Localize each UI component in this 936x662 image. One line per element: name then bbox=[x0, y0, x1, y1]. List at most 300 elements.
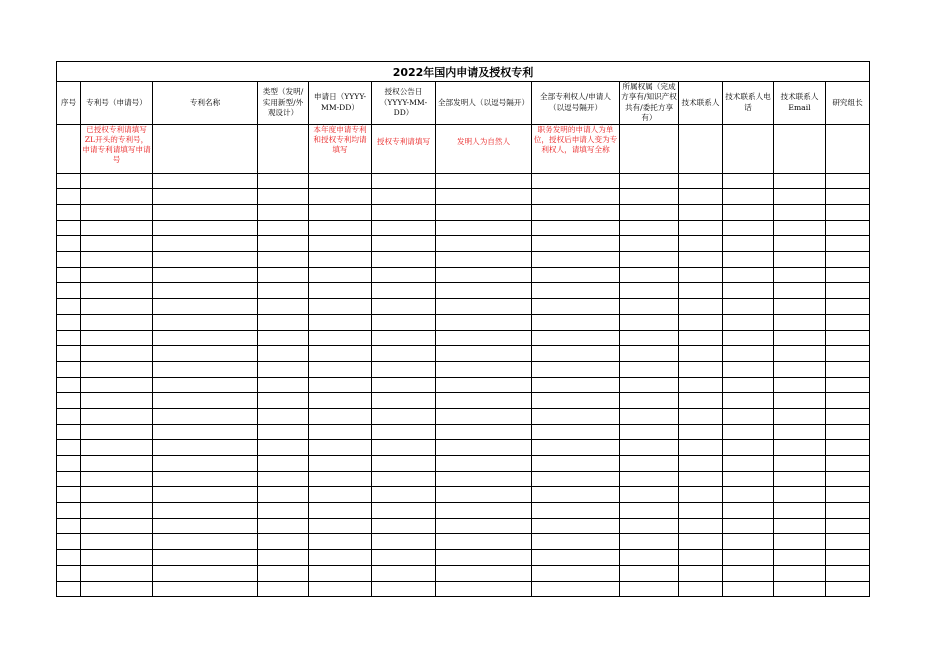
cell-holders[interactable] bbox=[532, 424, 620, 440]
cell-grant-date[interactable] bbox=[372, 550, 436, 566]
cell-seq[interactable] bbox=[57, 173, 81, 189]
cell-patent-no[interactable] bbox=[81, 503, 153, 519]
cell-ownership[interactable] bbox=[620, 456, 679, 472]
cell-holders[interactable] bbox=[532, 283, 620, 299]
cell-type[interactable] bbox=[258, 252, 309, 268]
column-header-seq[interactable]: 序号 bbox=[57, 82, 81, 125]
cell-tech-contact[interactable] bbox=[679, 424, 723, 440]
cell-grant-date[interactable] bbox=[372, 220, 436, 236]
cell-group-leader[interactable] bbox=[826, 456, 870, 472]
cell-ownership[interactable] bbox=[620, 189, 679, 205]
cell-holders[interactable] bbox=[532, 173, 620, 189]
cell-group-leader[interactable] bbox=[826, 471, 870, 487]
cell-type[interactable] bbox=[258, 471, 309, 487]
cell-tech-contact[interactable] bbox=[679, 550, 723, 566]
column-header-ownership[interactable]: 所属权属（完成方享有/知识产权共有/委托方享有） bbox=[621, 82, 677, 123]
cell-tech-phone[interactable] bbox=[723, 518, 774, 534]
column-header-tech-contact[interactable]: 技术联系人 bbox=[679, 82, 723, 125]
cell-tech-email[interactable] bbox=[774, 518, 826, 534]
cell-type[interactable] bbox=[258, 377, 309, 393]
cell-type[interactable] bbox=[258, 346, 309, 362]
cell-grant-date[interactable] bbox=[372, 314, 436, 330]
cell-patent-no[interactable] bbox=[81, 581, 153, 597]
cell-tech-email[interactable] bbox=[774, 377, 826, 393]
cell-grant-date[interactable] bbox=[372, 471, 436, 487]
hint-cell-ownership[interactable] bbox=[620, 124, 679, 173]
cell-apply-date[interactable] bbox=[309, 518, 372, 534]
hint-cell-seq[interactable] bbox=[57, 124, 81, 173]
cell-tech-phone[interactable] bbox=[723, 236, 774, 252]
cell-tech-phone[interactable] bbox=[723, 330, 774, 346]
cell-type[interactable] bbox=[258, 236, 309, 252]
cell-ownership[interactable] bbox=[620, 173, 679, 189]
cell-ownership[interactable] bbox=[620, 299, 679, 315]
cell-seq[interactable] bbox=[57, 503, 81, 519]
cell-tech-contact[interactable] bbox=[679, 173, 723, 189]
cell-tech-contact[interactable] bbox=[679, 440, 723, 456]
cell-patent-name[interactable] bbox=[153, 330, 258, 346]
cell-patent-name[interactable] bbox=[153, 393, 258, 409]
cell-tech-phone[interactable] bbox=[723, 487, 774, 503]
cell-tech-email[interactable] bbox=[774, 581, 826, 597]
cell-ownership[interactable] bbox=[620, 471, 679, 487]
cell-seq[interactable] bbox=[57, 393, 81, 409]
cell-group-leader[interactable] bbox=[826, 424, 870, 440]
cell-tech-phone[interactable] bbox=[723, 361, 774, 377]
cell-group-leader[interactable] bbox=[826, 440, 870, 456]
cell-ownership[interactable] bbox=[620, 377, 679, 393]
cell-inventors[interactable] bbox=[436, 299, 532, 315]
cell-tech-contact[interactable] bbox=[679, 565, 723, 581]
cell-group-leader[interactable] bbox=[826, 189, 870, 205]
cell-seq[interactable] bbox=[57, 283, 81, 299]
cell-patent-no[interactable] bbox=[81, 440, 153, 456]
cell-apply-date[interactable] bbox=[309, 173, 372, 189]
cell-grant-date[interactable] bbox=[372, 330, 436, 346]
cell-patent-name[interactable] bbox=[153, 377, 258, 393]
cell-grant-date[interactable] bbox=[372, 565, 436, 581]
cell-seq[interactable] bbox=[57, 471, 81, 487]
cell-group-leader[interactable] bbox=[826, 330, 870, 346]
cell-group-leader[interactable] bbox=[826, 346, 870, 362]
cell-seq[interactable] bbox=[57, 408, 81, 424]
cell-apply-date[interactable] bbox=[309, 565, 372, 581]
cell-tech-phone[interactable] bbox=[723, 550, 774, 566]
cell-patent-no[interactable] bbox=[81, 518, 153, 534]
cell-type[interactable] bbox=[258, 220, 309, 236]
cell-holders[interactable] bbox=[532, 252, 620, 268]
cell-type[interactable] bbox=[258, 408, 309, 424]
cell-patent-no[interactable] bbox=[81, 283, 153, 299]
cell-holders[interactable] bbox=[532, 299, 620, 315]
cell-tech-contact[interactable] bbox=[679, 236, 723, 252]
hint-cell-apply-date[interactable]: 本年度申请专利和授权专利均请填写 bbox=[309, 124, 372, 173]
cell-holders[interactable] bbox=[532, 267, 620, 283]
cell-patent-no[interactable] bbox=[81, 299, 153, 315]
cell-tech-email[interactable] bbox=[774, 440, 826, 456]
cell-tech-phone[interactable] bbox=[723, 424, 774, 440]
cell-grant-date[interactable] bbox=[372, 283, 436, 299]
cell-group-leader[interactable] bbox=[826, 565, 870, 581]
cell-grant-date[interactable] bbox=[372, 424, 436, 440]
cell-holders[interactable] bbox=[532, 565, 620, 581]
cell-type[interactable] bbox=[258, 361, 309, 377]
cell-tech-contact[interactable] bbox=[679, 408, 723, 424]
cell-patent-no[interactable] bbox=[81, 408, 153, 424]
cell-type[interactable] bbox=[258, 550, 309, 566]
cell-inventors[interactable] bbox=[436, 361, 532, 377]
cell-tech-phone[interactable] bbox=[723, 267, 774, 283]
cell-type[interactable] bbox=[258, 565, 309, 581]
column-header-grant-date[interactable]: 授权公告日（YYYY-MM-DD） bbox=[372, 82, 436, 125]
cell-tech-email[interactable] bbox=[774, 456, 826, 472]
cell-tech-email[interactable] bbox=[774, 565, 826, 581]
hint-cell-patent-name[interactable] bbox=[153, 124, 258, 173]
cell-patent-no[interactable] bbox=[81, 424, 153, 440]
cell-ownership[interactable] bbox=[620, 267, 679, 283]
cell-patent-no[interactable] bbox=[81, 330, 153, 346]
cell-holders[interactable] bbox=[532, 205, 620, 221]
cell-ownership[interactable] bbox=[620, 550, 679, 566]
cell-patent-name[interactable] bbox=[153, 283, 258, 299]
cell-tech-phone[interactable] bbox=[723, 299, 774, 315]
cell-tech-email[interactable] bbox=[774, 393, 826, 409]
cell-seq[interactable] bbox=[57, 252, 81, 268]
cell-holders[interactable] bbox=[532, 361, 620, 377]
cell-tech-contact[interactable] bbox=[679, 377, 723, 393]
cell-tech-email[interactable] bbox=[774, 330, 826, 346]
cell-ownership[interactable] bbox=[620, 408, 679, 424]
cell-patent-name[interactable] bbox=[153, 456, 258, 472]
cell-tech-contact[interactable] bbox=[679, 487, 723, 503]
cell-patent-no[interactable] bbox=[81, 252, 153, 268]
cell-group-leader[interactable] bbox=[826, 550, 870, 566]
hint-cell-patent-no[interactable]: 已授权专利请填写ZL开头的专利号，申请专利请填写申请号 bbox=[81, 124, 153, 173]
cell-apply-date[interactable] bbox=[309, 534, 372, 550]
cell-patent-name[interactable] bbox=[153, 424, 258, 440]
cell-patent-name[interactable] bbox=[153, 361, 258, 377]
cell-inventors[interactable] bbox=[436, 189, 532, 205]
cell-holders[interactable] bbox=[532, 189, 620, 205]
cell-seq[interactable] bbox=[57, 220, 81, 236]
cell-apply-date[interactable] bbox=[309, 550, 372, 566]
cell-tech-contact[interactable] bbox=[679, 346, 723, 362]
hint-cell-inventors[interactable]: 发明人为自然人 bbox=[436, 124, 532, 173]
cell-type[interactable] bbox=[258, 424, 309, 440]
hint-cell-tech-email[interactable] bbox=[774, 124, 826, 173]
cell-inventors[interactable] bbox=[436, 503, 532, 519]
cell-grant-date[interactable] bbox=[372, 252, 436, 268]
cell-type[interactable] bbox=[258, 581, 309, 597]
cell-seq[interactable] bbox=[57, 377, 81, 393]
cell-apply-date[interactable] bbox=[309, 267, 372, 283]
cell-patent-name[interactable] bbox=[153, 471, 258, 487]
cell-patent-name[interactable] bbox=[153, 236, 258, 252]
cell-patent-no[interactable] bbox=[81, 534, 153, 550]
cell-grant-date[interactable] bbox=[372, 534, 436, 550]
cell-grant-date[interactable] bbox=[372, 377, 436, 393]
cell-tech-email[interactable] bbox=[774, 346, 826, 362]
cell-tech-email[interactable] bbox=[774, 220, 826, 236]
cell-holders[interactable] bbox=[532, 534, 620, 550]
cell-type[interactable] bbox=[258, 534, 309, 550]
cell-patent-name[interactable] bbox=[153, 173, 258, 189]
cell-apply-date[interactable] bbox=[309, 346, 372, 362]
cell-patent-name[interactable] bbox=[153, 487, 258, 503]
cell-inventors[interactable] bbox=[436, 471, 532, 487]
cell-tech-contact[interactable] bbox=[679, 267, 723, 283]
cell-tech-email[interactable] bbox=[774, 314, 826, 330]
cell-holders[interactable] bbox=[532, 393, 620, 409]
cell-tech-email[interactable] bbox=[774, 471, 826, 487]
cell-apply-date[interactable] bbox=[309, 581, 372, 597]
cell-group-leader[interactable] bbox=[826, 252, 870, 268]
cell-inventors[interactable] bbox=[436, 283, 532, 299]
cell-group-leader[interactable] bbox=[826, 534, 870, 550]
cell-holders[interactable] bbox=[532, 456, 620, 472]
cell-apply-date[interactable] bbox=[309, 471, 372, 487]
cell-tech-contact[interactable] bbox=[679, 189, 723, 205]
cell-patent-no[interactable] bbox=[81, 220, 153, 236]
cell-seq[interactable] bbox=[57, 534, 81, 550]
cell-grant-date[interactable] bbox=[372, 456, 436, 472]
column-header-inventors[interactable]: 全部发明人（以逗号隔开） bbox=[436, 82, 532, 125]
hint-cell-group-leader[interactable] bbox=[826, 124, 870, 173]
cell-type[interactable] bbox=[258, 173, 309, 189]
cell-apply-date[interactable] bbox=[309, 456, 372, 472]
cell-ownership[interactable] bbox=[620, 424, 679, 440]
cell-type[interactable] bbox=[258, 440, 309, 456]
cell-inventors[interactable] bbox=[436, 330, 532, 346]
cell-tech-contact[interactable] bbox=[679, 252, 723, 268]
cell-tech-contact[interactable] bbox=[679, 330, 723, 346]
cell-grant-date[interactable] bbox=[372, 408, 436, 424]
cell-grant-date[interactable] bbox=[372, 299, 436, 315]
cell-patent-no[interactable] bbox=[81, 314, 153, 330]
cell-tech-phone[interactable] bbox=[723, 408, 774, 424]
cell-seq[interactable] bbox=[57, 361, 81, 377]
cell-tech-email[interactable] bbox=[774, 550, 826, 566]
cell-type[interactable] bbox=[258, 267, 309, 283]
cell-tech-email[interactable] bbox=[774, 408, 826, 424]
cell-ownership[interactable] bbox=[620, 503, 679, 519]
cell-holders[interactable] bbox=[532, 314, 620, 330]
cell-seq[interactable] bbox=[57, 346, 81, 362]
cell-patent-name[interactable] bbox=[153, 534, 258, 550]
cell-patent-name[interactable] bbox=[153, 205, 258, 221]
cell-apply-date[interactable] bbox=[309, 393, 372, 409]
cell-type[interactable] bbox=[258, 503, 309, 519]
cell-type[interactable] bbox=[258, 330, 309, 346]
cell-group-leader[interactable] bbox=[826, 377, 870, 393]
cell-patent-name[interactable] bbox=[153, 299, 258, 315]
cell-apply-date[interactable] bbox=[309, 189, 372, 205]
cell-grant-date[interactable] bbox=[372, 361, 436, 377]
cell-grant-date[interactable] bbox=[372, 267, 436, 283]
cell-ownership[interactable] bbox=[620, 205, 679, 221]
cell-tech-email[interactable] bbox=[774, 205, 826, 221]
column-header-apply-date[interactable]: 申请日（YYYY-MM-DD） bbox=[309, 82, 372, 125]
cell-tech-contact[interactable] bbox=[679, 205, 723, 221]
cell-tech-email[interactable] bbox=[774, 189, 826, 205]
cell-patent-no[interactable] bbox=[81, 236, 153, 252]
hint-cell-type[interactable] bbox=[258, 124, 309, 173]
cell-type[interactable] bbox=[258, 518, 309, 534]
cell-holders[interactable] bbox=[532, 518, 620, 534]
cell-ownership[interactable] bbox=[620, 361, 679, 377]
cell-group-leader[interactable] bbox=[826, 581, 870, 597]
cell-seq[interactable] bbox=[57, 565, 81, 581]
cell-apply-date[interactable] bbox=[309, 487, 372, 503]
cell-patent-name[interactable] bbox=[153, 503, 258, 519]
cell-apply-date[interactable] bbox=[309, 205, 372, 221]
cell-type[interactable] bbox=[258, 283, 309, 299]
cell-patent-no[interactable] bbox=[81, 487, 153, 503]
cell-tech-phone[interactable] bbox=[723, 456, 774, 472]
cell-tech-email[interactable] bbox=[774, 236, 826, 252]
cell-apply-date[interactable] bbox=[309, 314, 372, 330]
cell-inventors[interactable] bbox=[436, 408, 532, 424]
cell-tech-email[interactable] bbox=[774, 252, 826, 268]
cell-tech-email[interactable] bbox=[774, 267, 826, 283]
cell-grant-date[interactable] bbox=[372, 581, 436, 597]
cell-patent-name[interactable] bbox=[153, 518, 258, 534]
cell-apply-date[interactable] bbox=[309, 283, 372, 299]
cell-apply-date[interactable] bbox=[309, 330, 372, 346]
cell-tech-contact[interactable] bbox=[679, 471, 723, 487]
cell-inventors[interactable] bbox=[436, 424, 532, 440]
cell-inventors[interactable] bbox=[436, 487, 532, 503]
cell-group-leader[interactable] bbox=[826, 487, 870, 503]
cell-ownership[interactable] bbox=[620, 346, 679, 362]
cell-tech-email[interactable] bbox=[774, 487, 826, 503]
column-header-holders[interactable]: 全部专利权人/申请人（以逗号隔开） bbox=[532, 82, 620, 125]
cell-tech-contact[interactable] bbox=[679, 220, 723, 236]
cell-tech-phone[interactable] bbox=[723, 377, 774, 393]
cell-grant-date[interactable] bbox=[372, 393, 436, 409]
cell-inventors[interactable] bbox=[436, 377, 532, 393]
cell-seq[interactable] bbox=[57, 518, 81, 534]
cell-group-leader[interactable] bbox=[826, 314, 870, 330]
cell-group-leader[interactable] bbox=[826, 173, 870, 189]
cell-tech-phone[interactable] bbox=[723, 393, 774, 409]
cell-tech-phone[interactable] bbox=[723, 581, 774, 597]
cell-holders[interactable] bbox=[532, 220, 620, 236]
cell-holders[interactable] bbox=[532, 471, 620, 487]
cell-patent-no[interactable] bbox=[81, 471, 153, 487]
cell-patent-no[interactable] bbox=[81, 377, 153, 393]
cell-apply-date[interactable] bbox=[309, 377, 372, 393]
cell-seq[interactable] bbox=[57, 440, 81, 456]
cell-patent-name[interactable] bbox=[153, 440, 258, 456]
cell-grant-date[interactable] bbox=[372, 487, 436, 503]
cell-patent-no[interactable] bbox=[81, 189, 153, 205]
cell-patent-no[interactable] bbox=[81, 173, 153, 189]
cell-tech-contact[interactable] bbox=[679, 283, 723, 299]
cell-inventors[interactable] bbox=[436, 346, 532, 362]
cell-type[interactable] bbox=[258, 456, 309, 472]
cell-inventors[interactable] bbox=[436, 314, 532, 330]
column-header-tech-phone[interactable]: 技术联系人电话 bbox=[723, 82, 774, 125]
cell-tech-phone[interactable] bbox=[723, 173, 774, 189]
cell-patent-no[interactable] bbox=[81, 205, 153, 221]
column-header-patent-no[interactable]: 专利号（申请号） bbox=[81, 82, 153, 125]
cell-tech-phone[interactable] bbox=[723, 346, 774, 362]
cell-group-leader[interactable] bbox=[826, 267, 870, 283]
cell-tech-email[interactable] bbox=[774, 173, 826, 189]
cell-tech-phone[interactable] bbox=[723, 314, 774, 330]
cell-tech-email[interactable] bbox=[774, 283, 826, 299]
cell-type[interactable] bbox=[258, 189, 309, 205]
cell-holders[interactable] bbox=[532, 330, 620, 346]
cell-tech-phone[interactable] bbox=[723, 471, 774, 487]
cell-ownership[interactable] bbox=[620, 252, 679, 268]
cell-tech-contact[interactable] bbox=[679, 299, 723, 315]
cell-seq[interactable] bbox=[57, 456, 81, 472]
cell-holders[interactable] bbox=[532, 346, 620, 362]
cell-inventors[interactable] bbox=[436, 581, 532, 597]
cell-patent-no[interactable] bbox=[81, 267, 153, 283]
cell-patent-name[interactable] bbox=[153, 550, 258, 566]
cell-patent-no[interactable] bbox=[81, 565, 153, 581]
cell-apply-date[interactable] bbox=[309, 408, 372, 424]
cell-ownership[interactable] bbox=[620, 518, 679, 534]
cell-inventors[interactable] bbox=[436, 456, 532, 472]
cell-inventors[interactable] bbox=[436, 252, 532, 268]
cell-grant-date[interactable] bbox=[372, 173, 436, 189]
cell-patent-no[interactable] bbox=[81, 346, 153, 362]
cell-ownership[interactable] bbox=[620, 393, 679, 409]
cell-type[interactable] bbox=[258, 299, 309, 315]
cell-tech-phone[interactable] bbox=[723, 503, 774, 519]
cell-ownership[interactable] bbox=[620, 487, 679, 503]
cell-ownership[interactable] bbox=[620, 220, 679, 236]
cell-seq[interactable] bbox=[57, 581, 81, 597]
cell-ownership[interactable] bbox=[620, 236, 679, 252]
cell-seq[interactable] bbox=[57, 267, 81, 283]
cell-type[interactable] bbox=[258, 314, 309, 330]
hint-cell-holders[interactable]: 职务发明的申请人为单位，授权后申请人变为专利权人，请填写全称 bbox=[532, 124, 620, 173]
cell-apply-date[interactable] bbox=[309, 220, 372, 236]
cell-patent-no[interactable] bbox=[81, 393, 153, 409]
cell-inventors[interactable] bbox=[436, 534, 532, 550]
cell-group-leader[interactable] bbox=[826, 236, 870, 252]
cell-apply-date[interactable] bbox=[309, 503, 372, 519]
cell-ownership[interactable] bbox=[620, 330, 679, 346]
cell-patent-name[interactable] bbox=[153, 565, 258, 581]
cell-holders[interactable] bbox=[532, 487, 620, 503]
cell-type[interactable] bbox=[258, 487, 309, 503]
cell-tech-phone[interactable] bbox=[723, 205, 774, 221]
cell-grant-date[interactable] bbox=[372, 440, 436, 456]
cell-seq[interactable] bbox=[57, 189, 81, 205]
cell-grant-date[interactable] bbox=[372, 503, 436, 519]
cell-apply-date[interactable] bbox=[309, 440, 372, 456]
cell-apply-date[interactable] bbox=[309, 424, 372, 440]
cell-seq[interactable] bbox=[57, 550, 81, 566]
cell-ownership[interactable] bbox=[620, 440, 679, 456]
column-header-group-leader[interactable]: 研究组长 bbox=[826, 82, 870, 125]
cell-ownership[interactable] bbox=[620, 581, 679, 597]
cell-inventors[interactable] bbox=[436, 173, 532, 189]
cell-tech-phone[interactable] bbox=[723, 534, 774, 550]
cell-seq[interactable] bbox=[57, 236, 81, 252]
cell-tech-contact[interactable] bbox=[679, 581, 723, 597]
cell-holders[interactable] bbox=[532, 377, 620, 393]
cell-tech-email[interactable] bbox=[774, 534, 826, 550]
cell-group-leader[interactable] bbox=[826, 205, 870, 221]
cell-inventors[interactable] bbox=[436, 205, 532, 221]
